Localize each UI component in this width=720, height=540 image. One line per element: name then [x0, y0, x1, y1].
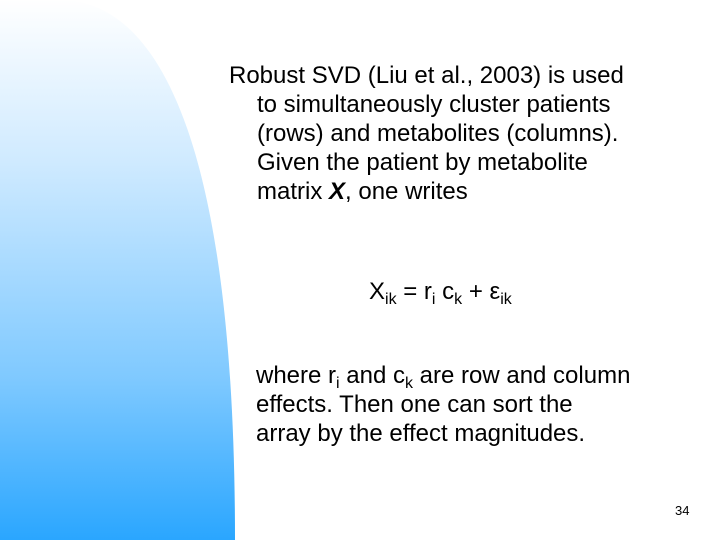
- explanation-paragraph: [256, 361, 630, 448]
- eq-equals-r: = r: [396, 278, 432, 305]
- eq-epsilon-sub: ik: [500, 291, 512, 308]
- intro-line-5-end: , one writes: [345, 178, 468, 205]
- intro-paragraph: [229, 61, 624, 206]
- explanation-sub-i: i: [336, 375, 340, 392]
- page-number: 34: [675, 503, 690, 518]
- eq-c-sub: k: [454, 291, 463, 308]
- model-equation: [369, 277, 512, 306]
- explanation-line-1-a: where r: [256, 362, 337, 389]
- intro-line-4: Given the patient by metabolite: [257, 149, 588, 176]
- eq-plus-epsilon: + ε: [462, 278, 501, 305]
- intro-line-2: to simultaneously cluster patients: [257, 91, 611, 118]
- explanation-line-2: effects. Then one can sort the: [256, 391, 573, 418]
- eq-x: X: [369, 278, 386, 305]
- side-curve-mask: [0, 0, 260, 540]
- explanation-line-1-c: are row and column: [412, 362, 631, 389]
- intro-line-5: [229, 177, 624, 206]
- eq-c: c: [435, 278, 455, 305]
- intro-line-1: Robust SVD (Liu et al., 2003) is used: [229, 62, 624, 89]
- intro-line-3: (rows) and metabolites (columns).: [257, 120, 619, 147]
- eq-x-sub: ik: [385, 291, 397, 308]
- explanation-line-1: [256, 361, 630, 390]
- explanation-sub-k: k: [404, 375, 413, 392]
- intro-line-5-start: matrix: [257, 178, 329, 205]
- explanation-line-3: array by the effect magnitudes.: [256, 420, 586, 447]
- explanation-line-1-b: and c: [339, 362, 405, 389]
- eq-r-sub: i: [431, 291, 436, 308]
- matrix-symbol: X: [329, 178, 346, 205]
